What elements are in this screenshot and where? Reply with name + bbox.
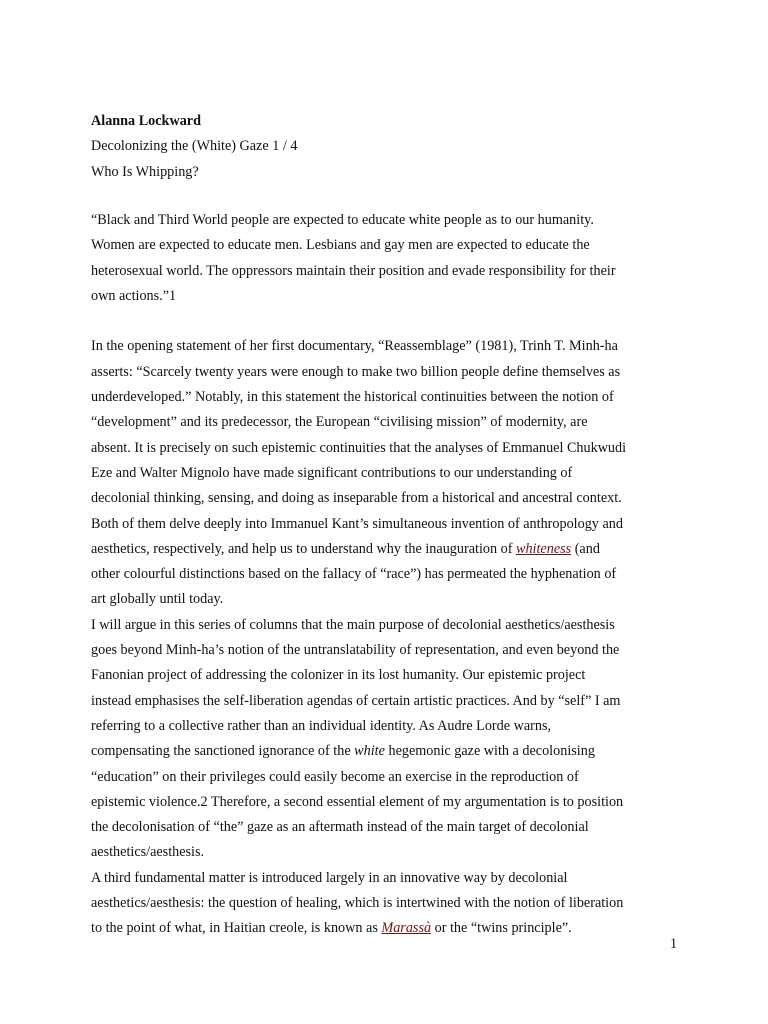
- text-line: asserts: “Scarcely twenty years were enough to make two billion people define themselves as: [91, 363, 621, 380]
- text-line: “education” on their privileges could easily become an exercise in the reproduction of: [91, 768, 579, 785]
- article-body: [91, 208, 681, 942]
- text-line: goes beyond Minh-ha’s notion of the untranslatability of representation, and even beyond the: [91, 642, 620, 659]
- text-line: [91, 739, 681, 764]
- document-header: [91, 109, 297, 185]
- emphasis-white: white: [354, 743, 385, 760]
- paragraph-3: [91, 866, 681, 942]
- paragraph-2: [91, 613, 681, 866]
- page-number: 1: [670, 936, 678, 952]
- text-line: aesthetics/aesthesis.: [91, 844, 205, 861]
- text-line: Both of them delve deeply into Immanuel Kant’s simultaneous invention of anthropology and: [91, 515, 623, 532]
- paragraph-gap: [91, 309, 681, 334]
- text-line: [91, 916, 681, 941]
- text-segment: or the “twins principle”.: [431, 920, 572, 937]
- text-line: art globally until today.: [91, 591, 224, 608]
- text-segment: hegemonic gaze with a decolonising: [384, 743, 595, 760]
- text-segment: (and: [571, 540, 600, 557]
- text-line: other colourful distinctions based on the fallacy of “race”) has permeated the hyphenation of: [91, 566, 617, 583]
- marassa-link[interactable]: Marassà: [381, 920, 432, 937]
- text-line: I will argue in this series of columns that the main purpose of decolonial aesthetics/aesthesis: [91, 616, 615, 633]
- text-line: Fanonian project of addressing the colonizer in its lost humanity. Our epistemic project: [91, 667, 586, 684]
- paragraph-1: [91, 334, 681, 612]
- epigraph-quote: [91, 208, 681, 309]
- article-title: Who Is Whipping?: [91, 163, 199, 180]
- text-line: Women are expected to educate men. Lesbians and gay men are expected to educate the: [91, 237, 590, 254]
- text-segment: aesthetics, respectively, and help us to understand why the inauguration of: [91, 540, 516, 557]
- text-line: the decolonisation of “the” gaze as an aftermath instead of the main target of decolonial: [91, 819, 589, 836]
- text-line: aesthetics/aesthesis: the question of healing, which is intertwined with the notion of liberation: [91, 895, 624, 912]
- whiteness-link[interactable]: whiteness: [515, 540, 572, 557]
- author-name: Alanna Lockward: [91, 113, 201, 129]
- text-line: epistemic violence.2 Therefore, a second essential element of my argumentation is to position: [91, 793, 624, 810]
- text-line: absent. It is precisely on such epistemic continuities that the analyses of Emmanuel Chukwudi: [91, 439, 627, 456]
- text-line: [91, 537, 681, 562]
- text-line: heterosexual world. The oppressors maintain their position and evade responsibility for their: [91, 262, 616, 279]
- text-line: own actions.”1: [91, 287, 177, 304]
- text-line: underdeveloped.” Notably, in this statement the historical continuities between the notion of: [91, 389, 614, 406]
- text-segment: to the point of what, in Haitian creole, is known as: [91, 920, 382, 937]
- text-line: decolonial thinking, sensing, and doing as inseparable from a historical and ancestral context.: [91, 490, 622, 507]
- text-line: Eze and Walter Mignolo have made significant contributions to our understanding of: [91, 464, 573, 481]
- text-line: A third fundamental matter is introduced largely in an innovative way by decolonial: [91, 869, 568, 886]
- text-segment: compensating the sanctioned ignorance of the: [91, 743, 355, 760]
- text-line: referring to a collective rather than an individual identity. As Audre Lorde warns,: [91, 717, 552, 734]
- text-line: “development” and its predecessor, the European “civilising mission” of modernity, are: [91, 414, 588, 431]
- text-line: In the opening statement of her first documentary, “Reassemblage” (1981), Trinh T. Minh-ha: [91, 338, 618, 355]
- text-line: “Black and Third World people are expected to educate white people as to our humanity.: [91, 212, 594, 228]
- text-line: instead emphasises the self-liberation agendas of certain artistic practices. And by “self” I am: [91, 692, 621, 709]
- series-title: Decolonizing the (White) Gaze 1 / 4: [91, 138, 298, 155]
